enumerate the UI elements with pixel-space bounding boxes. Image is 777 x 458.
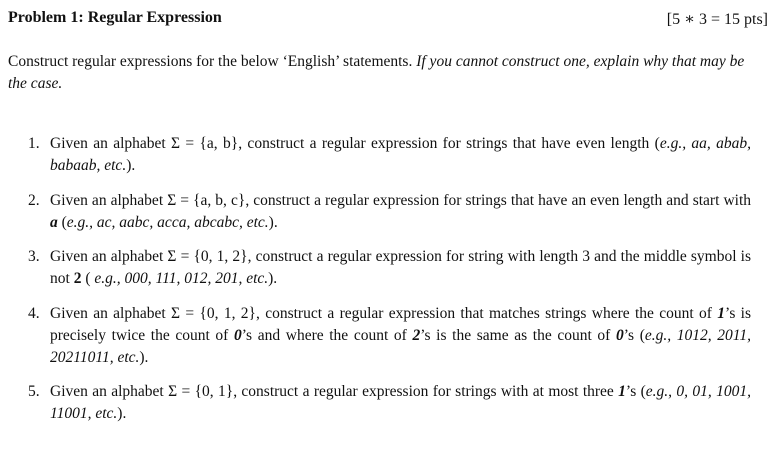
problem-item-1 xyxy=(28,133,751,177)
item-body: , construct a regular expression for strings with at most three xyxy=(233,383,614,400)
item-prefix: Given an alphabet xyxy=(50,135,166,152)
symbol-zero: 0 xyxy=(615,327,624,344)
item-number: 3. xyxy=(28,248,40,265)
item-prefix: Given an alphabet xyxy=(50,383,164,400)
problem-list xyxy=(28,133,751,425)
item-body-e: ’s xyxy=(623,327,635,344)
alphabet-expr: Σ = {a, b, c} xyxy=(167,192,246,209)
alphabet-expr: Σ = {0, 1} xyxy=(168,383,234,400)
symbol-zero: 0 xyxy=(234,327,242,344)
excluded-symbol: 2 xyxy=(73,270,82,287)
item-examples: e.g., 000, 111, 012, 201, etc. xyxy=(94,270,269,287)
intro-paragraph xyxy=(8,51,753,95)
item-body: , construct a regular expression for strings that have even length ( xyxy=(238,135,660,152)
item-prefix: Given an alphabet xyxy=(50,192,164,209)
item-body-d: ’s is the same as the count of xyxy=(420,327,611,344)
item-suffix: ). xyxy=(268,214,278,231)
problem-item-5 xyxy=(28,381,751,425)
intro-italic: If you cannot construct one, explain why that may be the case. xyxy=(8,53,745,92)
item-number: 2. xyxy=(28,192,40,209)
item-body-c: ’s and where the count of xyxy=(241,327,407,344)
item-number: 5. xyxy=(28,383,40,400)
item-body: , construct a regular expression for string with length 3 and the middle symbol is not xyxy=(50,248,752,287)
problem-header xyxy=(8,9,768,29)
item-suffix: ). xyxy=(139,349,149,366)
item-prefix: Given an alphabet xyxy=(50,305,166,322)
item-examples: e.g., ac, aabc, acca, abcabc, etc. xyxy=(66,214,269,231)
item-suffix: ). xyxy=(268,270,278,287)
item-body: , construct a regular expression for strings that have an even length and start with xyxy=(245,192,752,209)
symbol-one: 1 xyxy=(717,305,726,322)
symbol-one: 1 xyxy=(618,383,626,400)
problem-item-2: 2. Given an alphabet Σ = {a, b, c}, construct a regular expression for strings that have an even length and start with a (e.g., ac, aabc, acca, abcabc, etc.). xyxy=(28,192,752,231)
points-label: [5 ∗ 3 = 15 pts] xyxy=(666,11,768,28)
alphabet-expr: Σ = {0, 1, 2} xyxy=(171,305,256,322)
problem-item-4: 4. Given an alphabet Σ = {0, 1, 2}, construct a regular expression that matches strings where the count of 1’s is precisely twice the count of 0’s and where the count of 2’s is the same as the count of 0’s (e.g., 1012, 2011, 20211011, etc.). xyxy=(28,305,752,366)
item-body-b: ’s is precisely twice the count of xyxy=(50,305,752,344)
item-examples: e.g., 0, 01, 1001, 11001, etc. xyxy=(50,383,751,422)
item-examples: e.g., 1012, 2011, 20211011, etc. xyxy=(50,327,752,366)
alphabet-expr: Σ = {0, 1, 2} xyxy=(167,248,248,265)
problem-title: Problem 1: Regular Expression xyxy=(8,9,222,26)
problem-item-3: 3. Given an alphabet Σ = {0, 1, 2}, construct a regular expression for string with length 3 and the middle symbol is not 2 ( e.g., 000, 111, 012, 201, etc.). xyxy=(28,248,752,287)
item-body-b: ’s ( xyxy=(625,383,646,400)
item-suffix: ). xyxy=(117,405,127,422)
item-number: 4. xyxy=(28,305,40,322)
symbol-two: 2 xyxy=(412,327,421,344)
item-number: 1. xyxy=(28,135,40,152)
alphabet-expr: Σ = {a, b} xyxy=(171,135,239,152)
item-prefix: Given an alphabet xyxy=(50,248,164,265)
start-symbol: a xyxy=(50,214,58,231)
intro-text: Construct regular expressions for the below ‘English’ statements. xyxy=(8,53,413,70)
item-suffix: ). xyxy=(126,157,136,174)
item-body-a: , construct a regular expression that matches strings where the count of xyxy=(256,305,712,322)
item-examples: e.g., aa, abab, babaab, etc. xyxy=(50,135,751,174)
